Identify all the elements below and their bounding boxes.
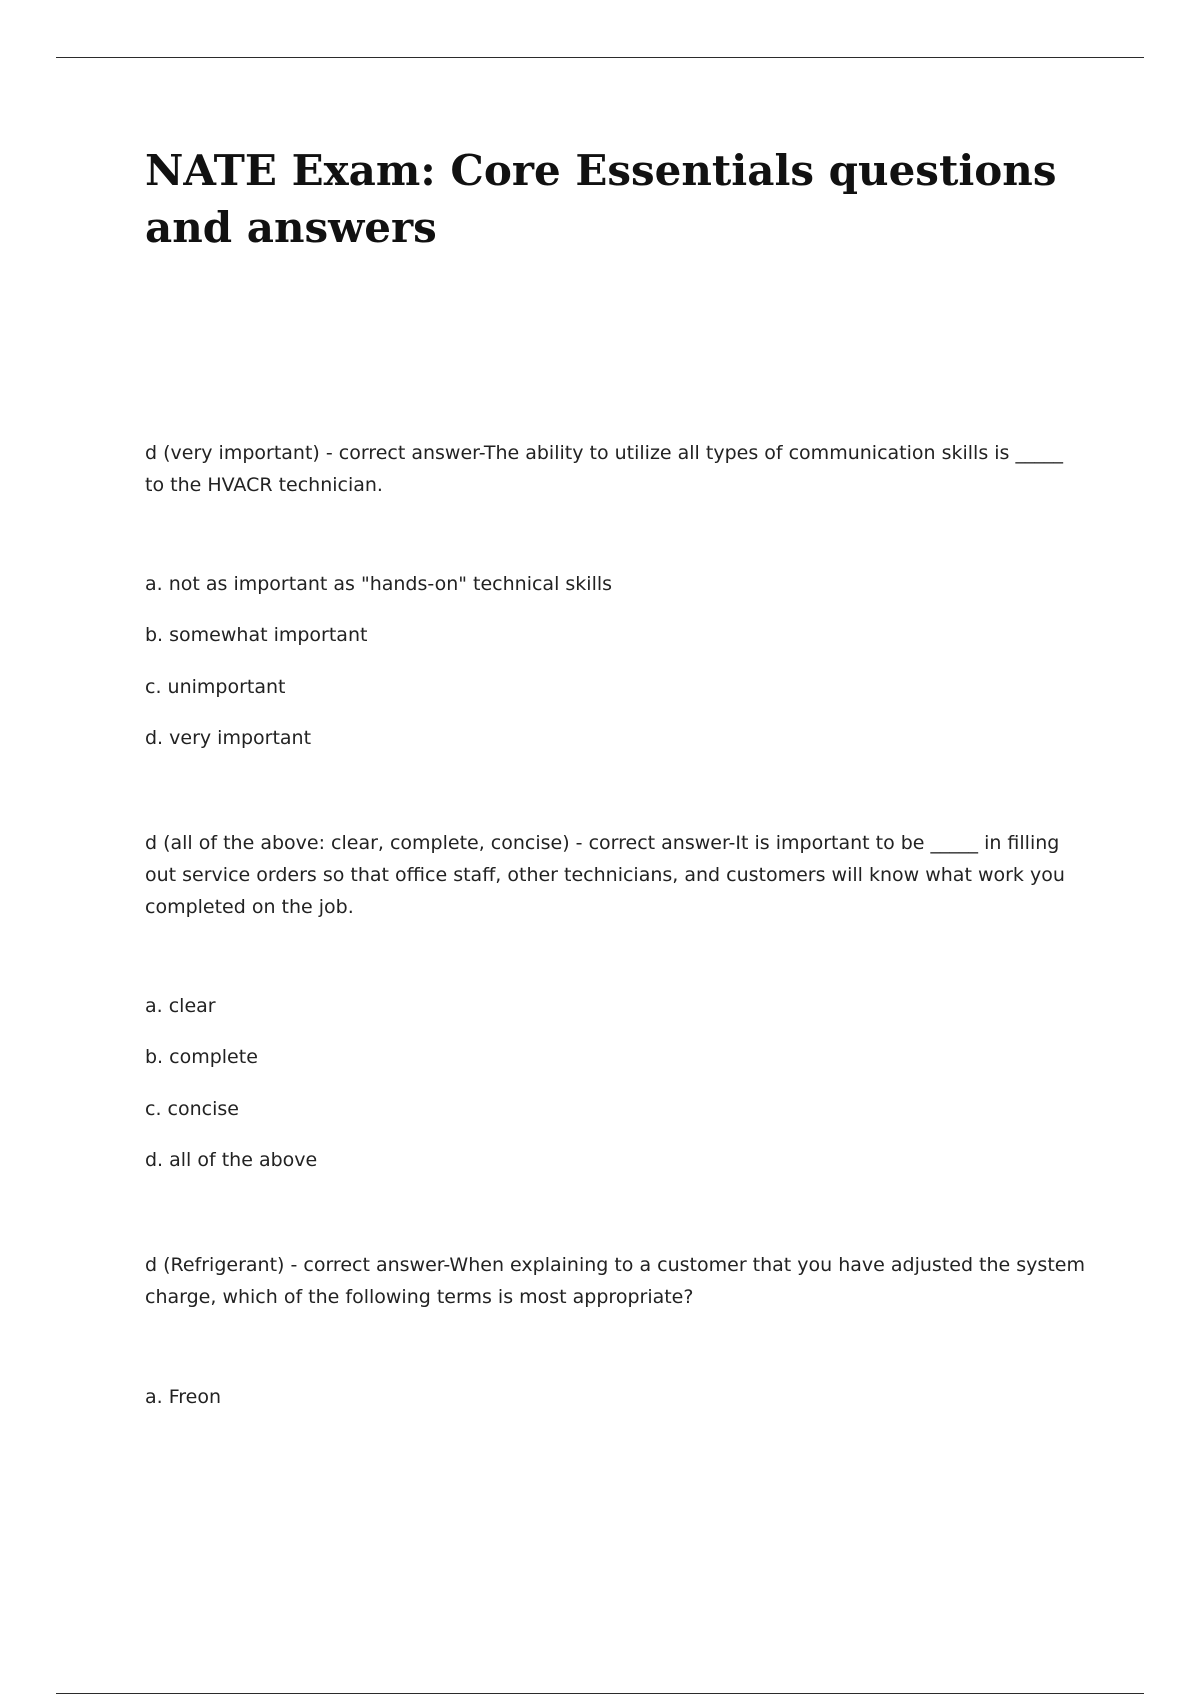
question-2-option-a: a. clear xyxy=(145,995,216,1017)
question-1-option-d: d. very important xyxy=(145,727,312,749)
question-2-prompt: d (all of the above: clear, complete, concise) - correct answer-It is important to be _____ in filling out service orders so that office staff, other technicians, and customers will know what work you completed on the job. xyxy=(145,832,1065,918)
bottom-rule xyxy=(56,1693,1144,1694)
question-2-option-b: b. complete xyxy=(145,1046,258,1068)
question-2-option-d: d. all of the above xyxy=(145,1149,318,1171)
top-rule xyxy=(56,57,1144,58)
question-3-option-a: a. Freon xyxy=(145,1386,222,1408)
question-3-prompt: d (Refrigerant) - correct answer-When explaining to a customer that you have adjusted the system charge, which of the following terms is most appropriate? xyxy=(145,1254,1085,1308)
question-2-option-c: c. concise xyxy=(145,1098,239,1120)
question-1-option-a: a. not as important as "hands-on" technical skills xyxy=(145,573,613,595)
question-1-option-b: b. somewhat important xyxy=(145,624,368,646)
question-1-option-c: c. unimportant xyxy=(145,676,286,698)
page-title: NATE Exam: Core Essentials questions and answers xyxy=(145,146,1057,252)
question-1-prompt: d (very important) - correct answer-The ability to utilize all types of communication skills is _____ to the HVACR technician. xyxy=(145,442,1063,496)
